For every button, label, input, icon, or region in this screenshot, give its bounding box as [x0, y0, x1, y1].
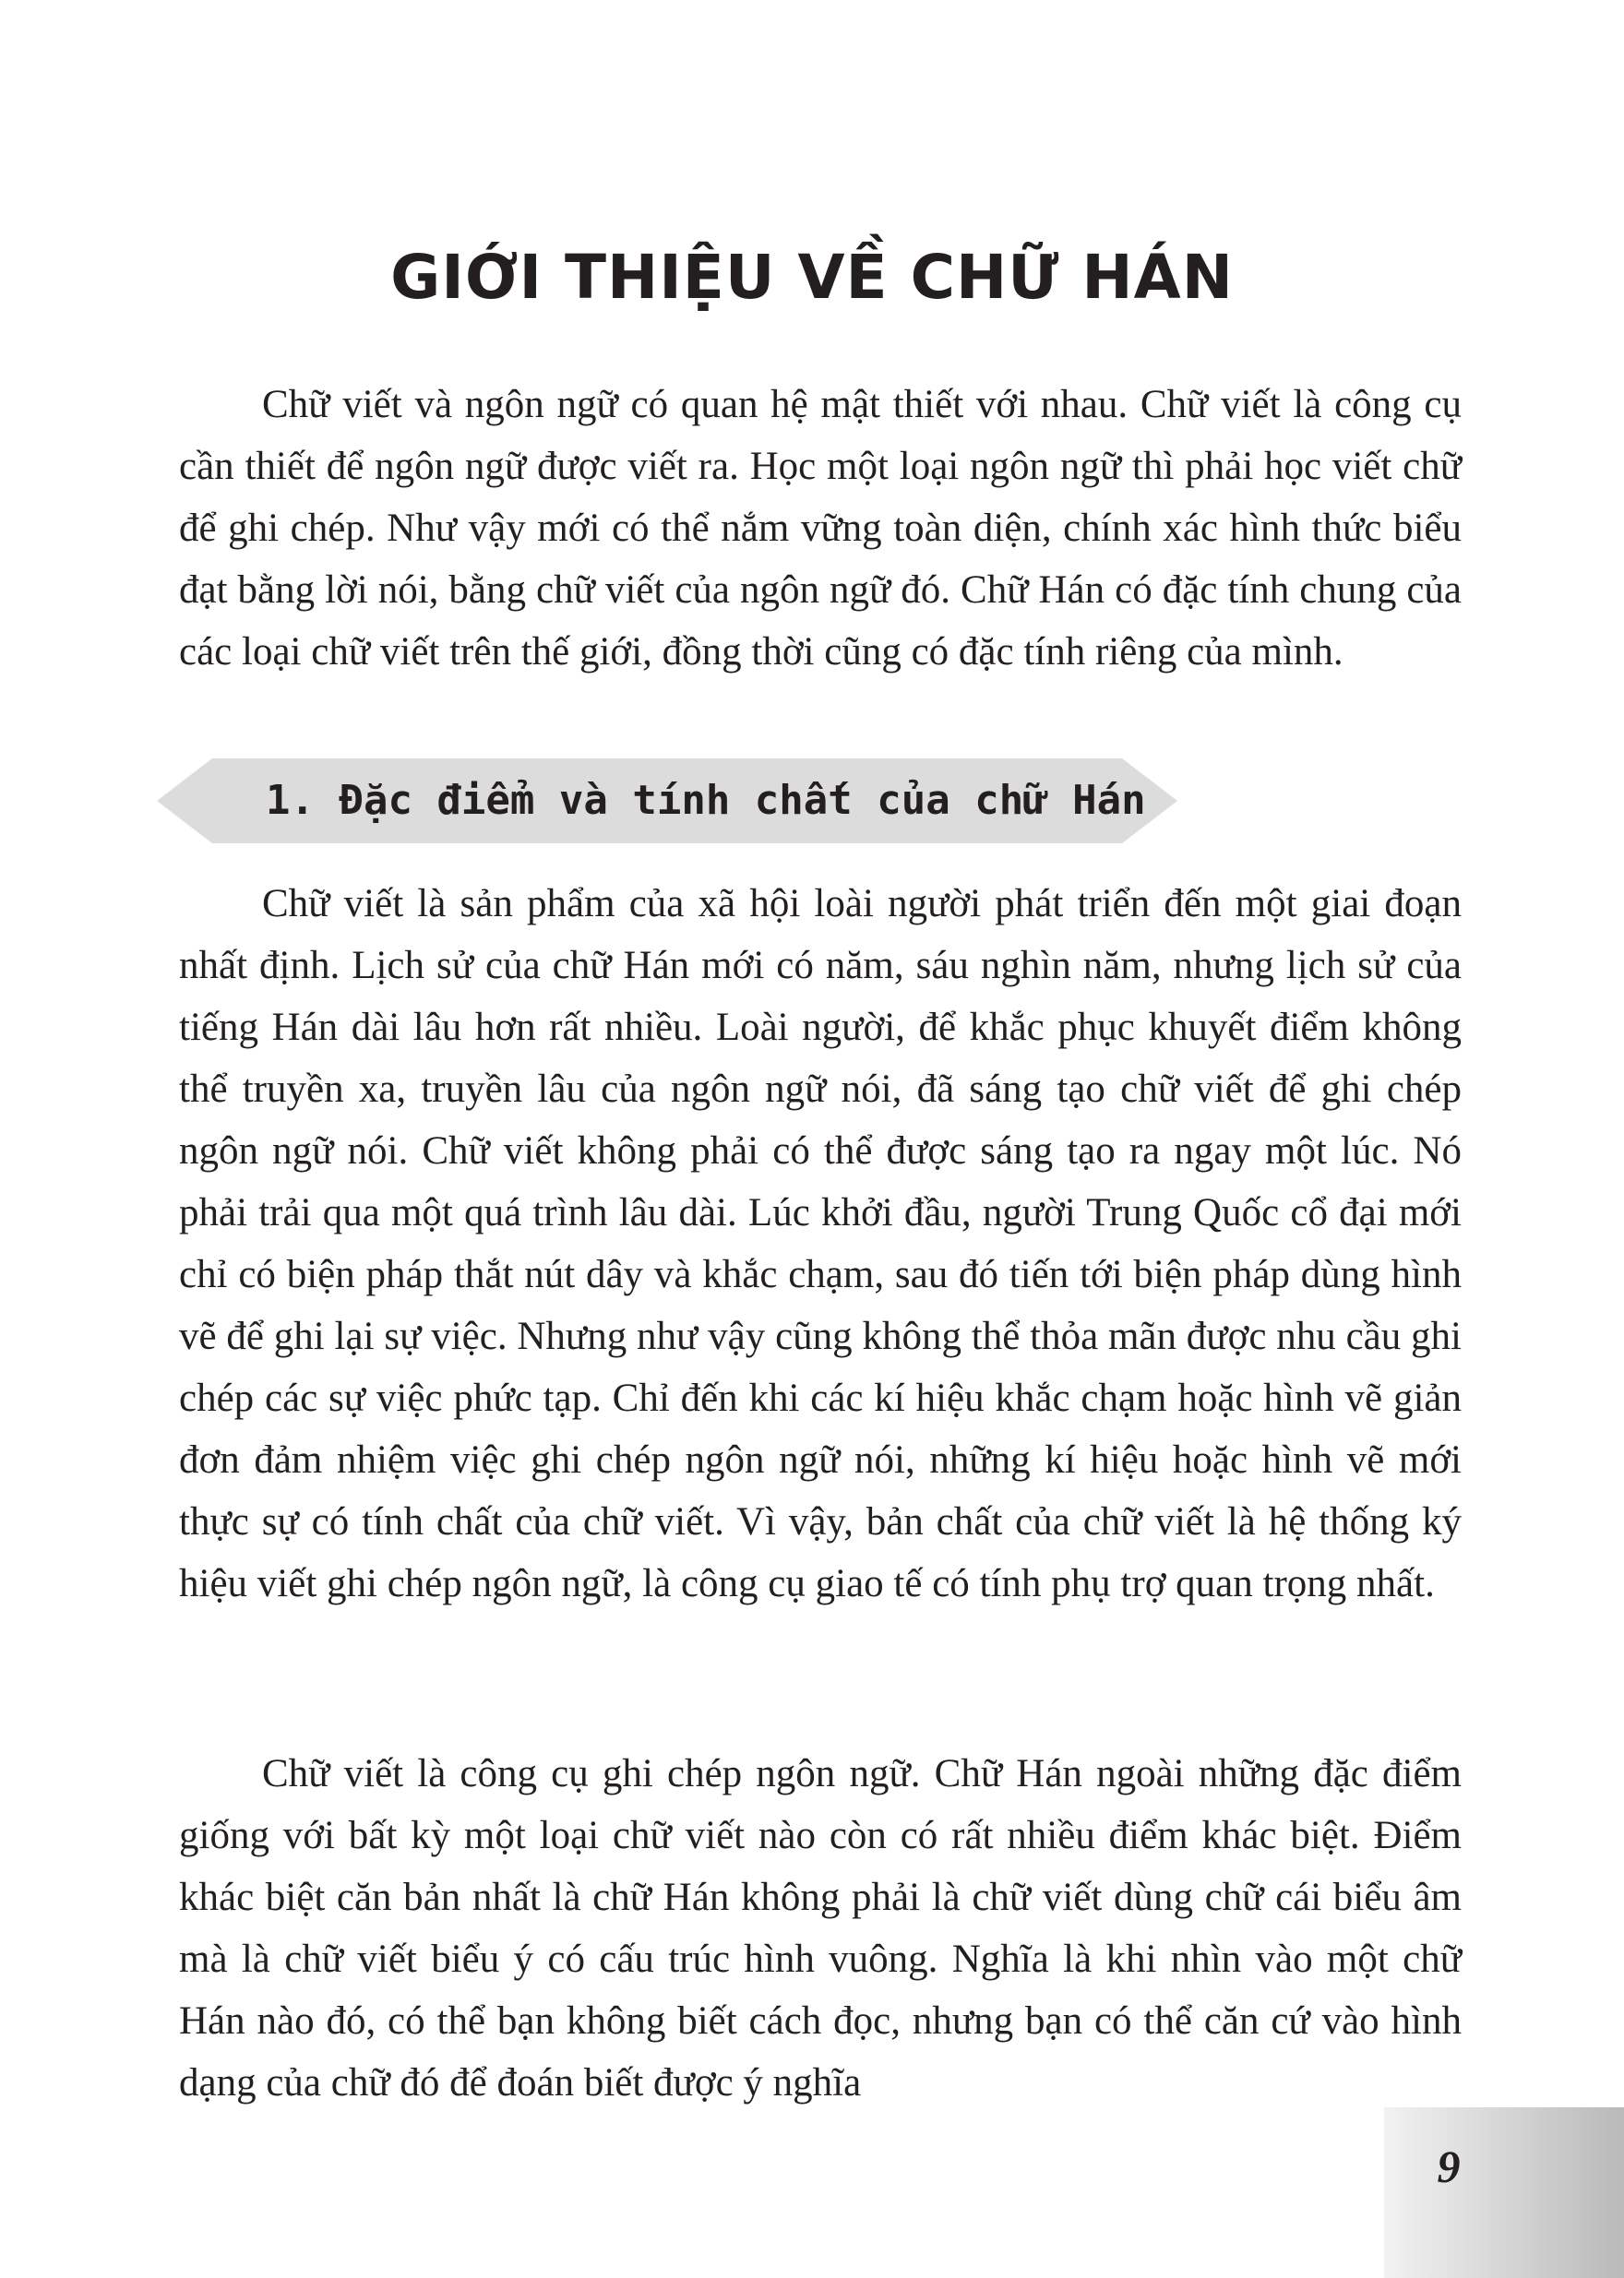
- section-banner: [157, 758, 1177, 843]
- section-heading: 1. Đặc điểm và tính chất của chữ Hán: [266, 777, 1146, 824]
- page-title: GIỚI THIỆU VỀ CHỮ HÁN: [390, 242, 1234, 313]
- intro-paragraph: Chữ viết và ngôn ngữ có quan hệ mật thiết với nhau. Chữ viết là công cụ cần thiết để ngôn ngữ được viết ra. Học một loại ngôn ngữ thì phải học viết chữ để ghi chép. Như vậy mới có thể nắm vững toàn diện, chính xác hình thức biểu đạt bằng lời nói, bằng chữ viết của ngôn ngữ đó. Chữ Hán có đặc tính chung của các loại chữ viết trên thế giới, đồng thời cũng có đặc tính riêng của mình.: [179, 383, 1462, 674]
- page-number: 9: [1437, 2141, 1461, 2192]
- body-paragraph: Chữ viết là sản phẩm của xã hội loài người phát triển đến một giai đoạn nhất định. Lịch sử của chữ Hán mới có năm, sáu nghìn năm, nhưng lịch sử của tiếng Hán dài lâu hơn rất nhiều. Loài người, để khắc phục khuyết điểm không thể truyền xa, truyền lâu của ngôn ngữ nói, đã sáng tạo chữ viết để ghi chép ngôn ngữ nói. Chữ viết không phải có thể được sáng tạo ra ngay một lúc. Nó phải trải qua một quá trình lâu dài. Lúc khởi đầu, người Trung Quốc cổ đại mới chỉ có biện pháp thắt nút dây và khắc chạm, sau đó tiến tới biện pháp dùng hình vẽ để ghi lại sự việc. Nhưng như vậy cũng không thể thỏa mãn được nhu cầu ghi chép các sự việc phức tạp. Chỉ đến khi các kí hiệu khắc chạm hoặc hình vẽ giản đơn đảm nhiệm việc ghi chép ngôn ngữ nói, những kí hiệu hoặc hình vẽ mới thực sự có tính chất của chữ viết. Vì vậy, bản chất của chữ viết là hệ thống ký hiệu viết ghi chép ngôn ngữ, là công cụ giao tế có tính phụ trợ quan trọng nhất.: [179, 882, 1462, 1605]
- body-paragraph: Chữ viết là công cụ ghi chép ngôn ngữ. Chữ Hán ngoài những đặc điểm giống với bất kỳ một loại chữ viết nào còn có rất nhiều điểm khác biệt. Điểm khác biệt căn bản nhất là chữ Hán không phải là chữ viết dùng chữ cái biểu âm mà là chữ viết biểu ý có cấu trúc hình vuông. Nghĩa là khi nhìn vào một chữ Hán nào đó, có thể bạn không biết cách đọc, nhưng bạn có thể căn cứ vào hình dạng của chữ đó để đoán biết được ý nghĩa: [179, 1752, 1462, 2105]
- page-number-tab: [1384, 2107, 1624, 2278]
